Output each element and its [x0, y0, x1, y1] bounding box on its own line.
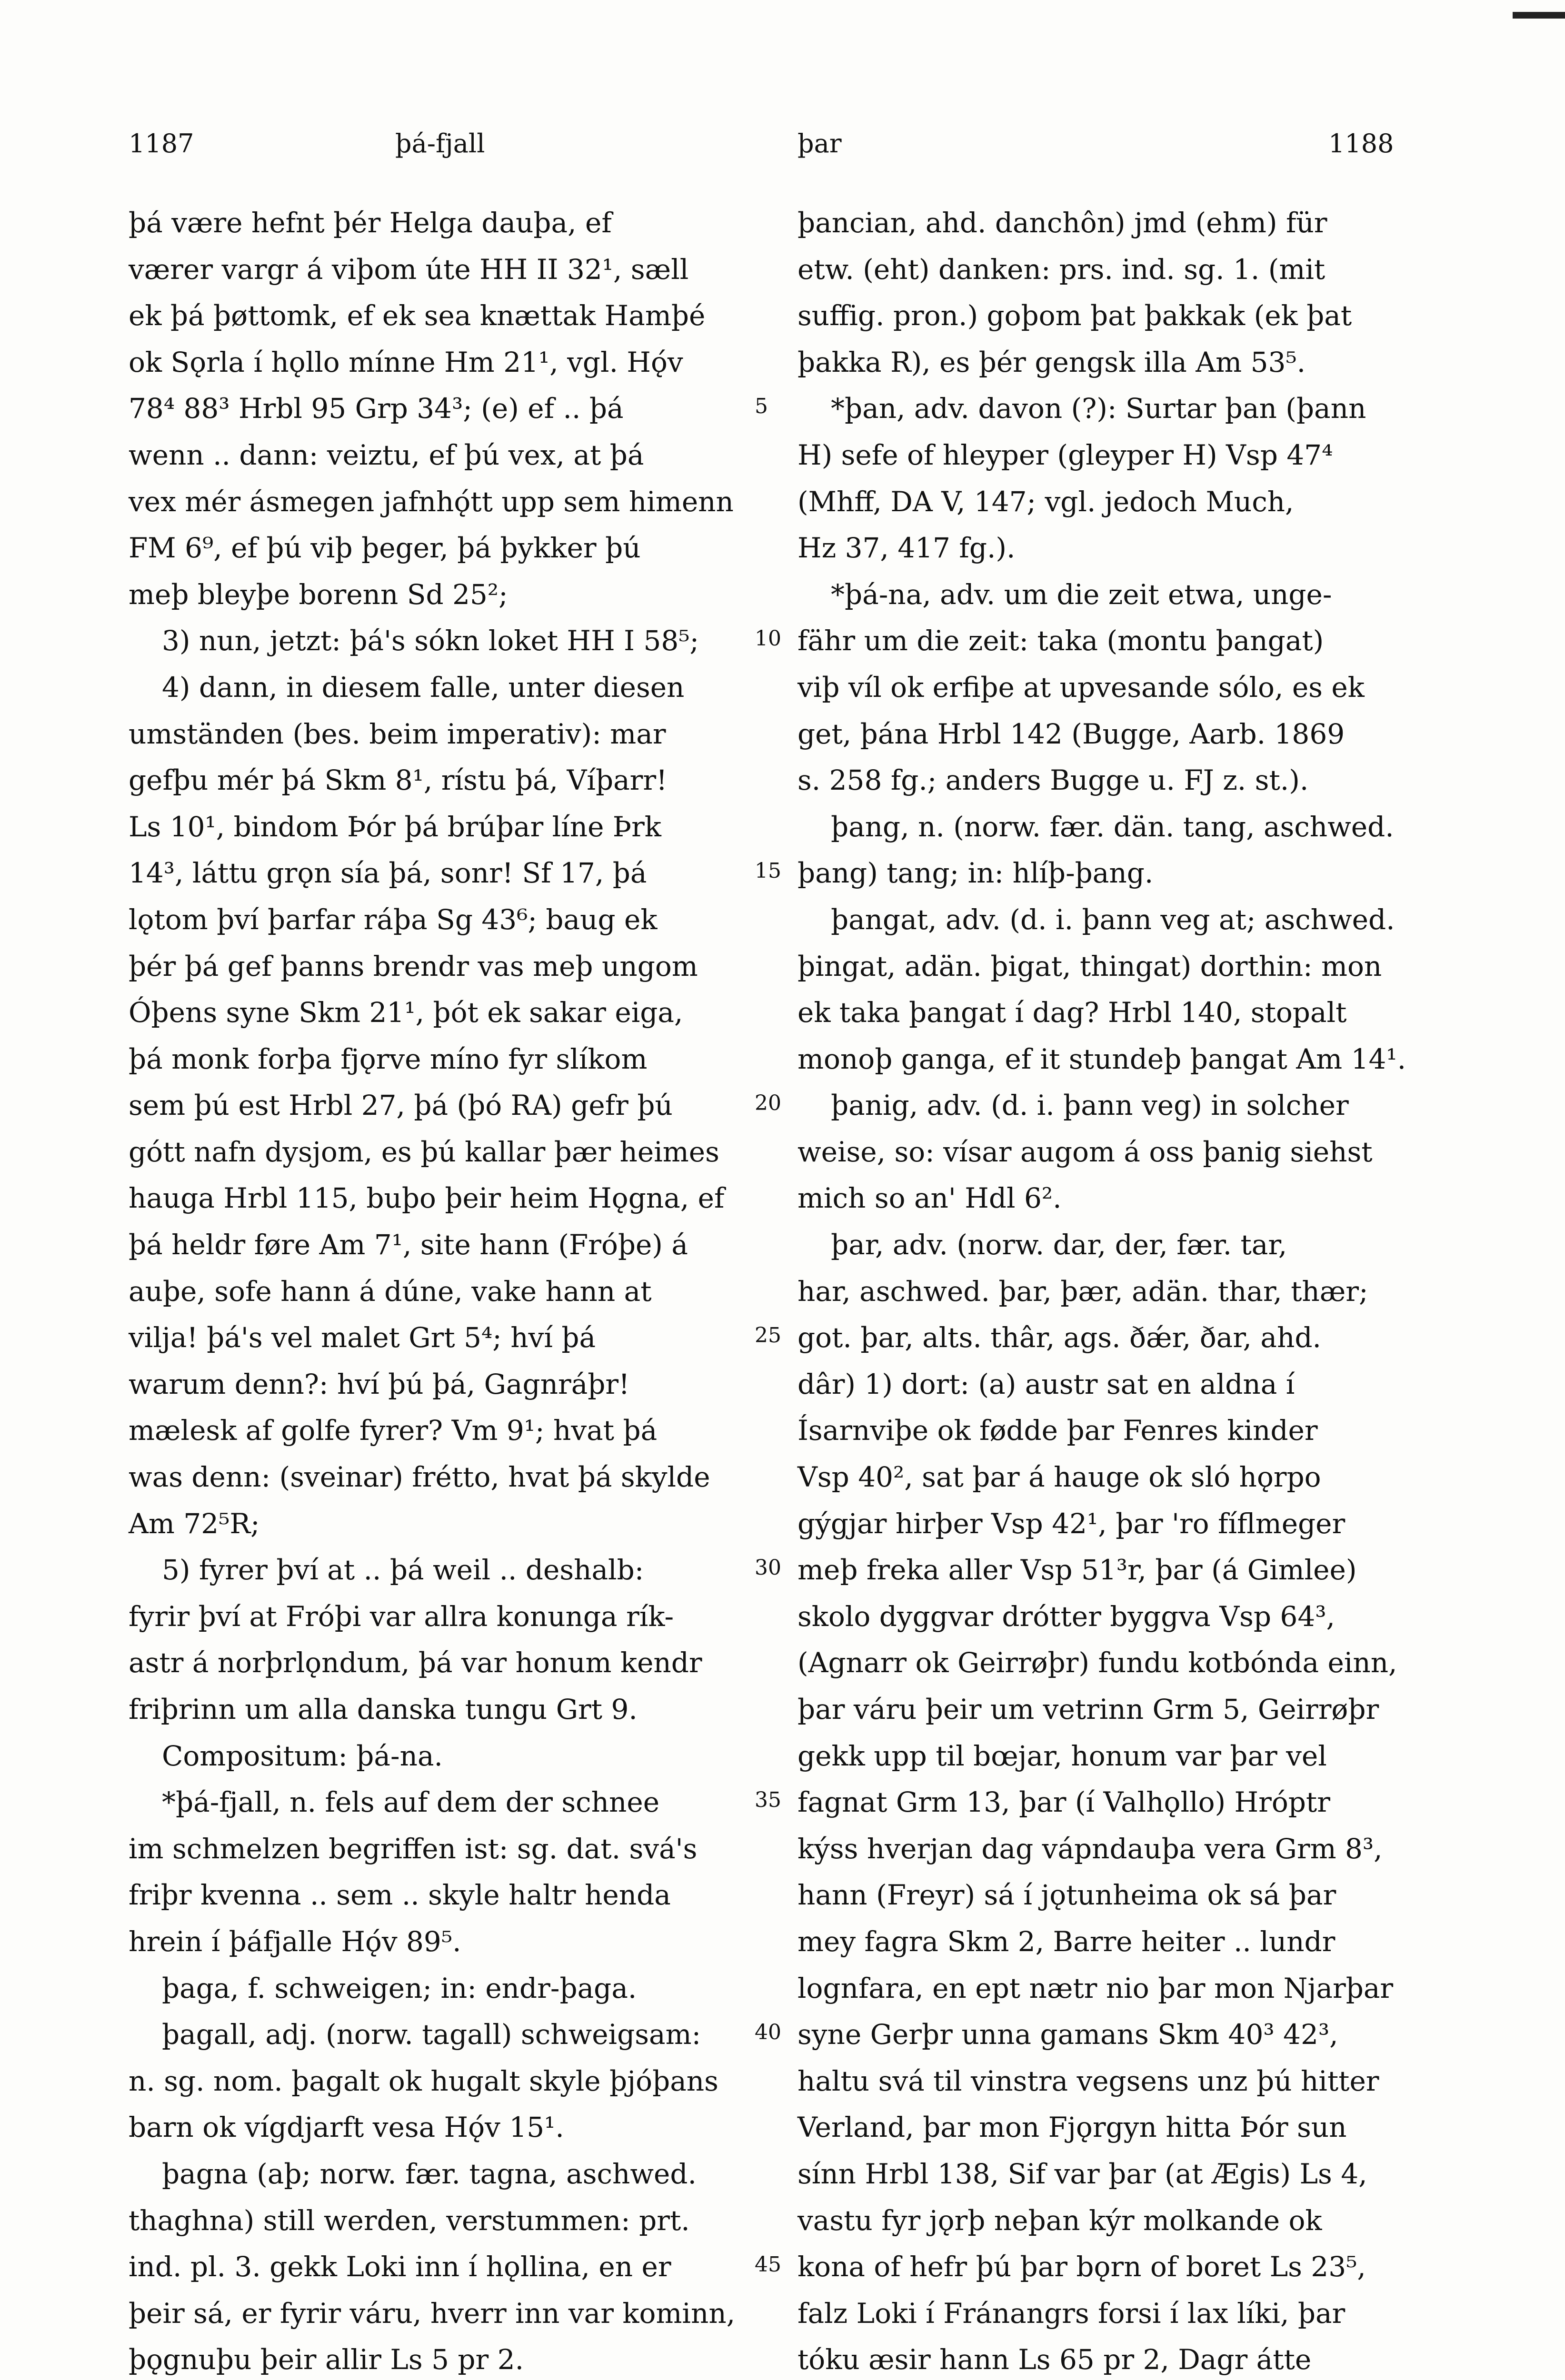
text-line: mich so an' Hdl 6².: [797, 1182, 1062, 1215]
text-line: þeir sá, er fyrir váru, hverr inn var kominn,: [129, 2297, 736, 2330]
text-line: friþrinn um alla danska tungu Grt 9.: [129, 1693, 638, 1726]
text-line: *þan, adv. davon (?): Surtar þan (þann: [831, 392, 1366, 425]
text-line: Vsp 40², sat þar á hauge ok sló hǫrpo: [797, 1461, 1321, 1494]
text-line: gótt nafn dysjom, es þú kallar þær heimes: [129, 1135, 719, 1168]
text-line: har, aschwed. þar, þær, adän. thar, thær;: [797, 1275, 1368, 1308]
text-line: vilja! þá's vel malet Grt 5⁴; hví þá: [129, 1321, 596, 1354]
text-line: was denn: (sveinar) frétto, hvat þá skylde: [129, 1461, 710, 1494]
text-line: gýgjar hirþer Vsp 42¹, þar 'ro fíflmeger: [797, 1507, 1346, 1540]
text-line: *þá-na, adv. um die zeit etwa, unge-: [831, 578, 1332, 611]
text-line: barn ok vígdjarft vesa Hǫ́v 15¹.: [129, 2111, 564, 2144]
text-line: FM 6⁹, ef þú viþ þeger, þá þykker þú: [129, 532, 641, 565]
text-line: gefþu mér þá Skm 8¹, rístu þá, Víþarr!: [129, 764, 668, 797]
text-line: meþ bleyþe borenn Sd 25²;: [129, 578, 508, 611]
text-line: got. þar, alts. thâr, ags. ðǽr, ðar, ahd.: [797, 1321, 1321, 1354]
text-line: sem þú est Hrbl 27, þá (þó RA) gefr þú: [129, 1089, 673, 1122]
text-line: hrein í þáfjalle Hǫ́v 89⁵.: [129, 1925, 461, 1958]
text-line: n. sg. nom. þagalt ok hugalt skyle þjóþans: [129, 2064, 718, 2097]
text-line: suffig. pron.) goþom þat þakkak (ek þat: [797, 299, 1352, 332]
line-number: 5: [755, 394, 768, 419]
text-line: þá være hefnt þér Helga dauþa, ef: [129, 207, 612, 239]
text-line: ek þá þøttomk, ef ek sea knættak Hamþé: [129, 299, 706, 332]
text-line: tóku æsir hann Ls 65 pr 2, Dagr átte: [797, 2343, 1312, 2376]
text-line: friþr kvenna .. sem .. skyle haltr henda: [129, 1879, 671, 1912]
text-line: skolo dyggvar drótter byggva Vsp 64³,: [797, 1600, 1335, 1633]
left-column: [129, 200, 762, 2380]
text-line: auþe, sofe hann á dúne, vake hann at: [129, 1275, 652, 1308]
text-line: hauga Hrbl 115, buþo þeir heim Hǫgna, ef: [129, 1182, 725, 1215]
text-line: 3) nun, jetzt: þá's sókn loket HH I 58⁵;: [162, 625, 699, 657]
text-line: mælesk af golfe fyrer? Vm 9¹; hvat þá: [129, 1414, 658, 1447]
scan-edge-mark: [1513, 12, 1565, 19]
text-line: 5) fyrer því at .. þá weil .. deshalb:: [162, 1554, 644, 1587]
text-line: Compositum: þá-na.: [162, 1739, 443, 1772]
text-line: haltu svá til vinstra vegsens unz þú hitter: [797, 2064, 1379, 2097]
text-line: falz Loki í Fránangrs forsi í lax líki, þar: [797, 2297, 1346, 2330]
line-number: 15: [755, 859, 781, 883]
text-line: fagnat Grm 13, þar (í Valhǫllo) Hróptr: [797, 1786, 1330, 1819]
text-line: þancian, ahd. danchôn) jmd (ehm) für: [797, 207, 1327, 239]
text-line: ok Sǫrla í hǫllo mínne Hm 21¹, vgl. Hǫ́v: [129, 346, 683, 378]
text-line: þingat, adän. þigat, thingat) dorthin: mon: [797, 950, 1382, 982]
text-line: þagall, adj. (norw. tagall) schweigsam:: [162, 2018, 701, 2051]
line-number: 35: [755, 1788, 781, 1813]
text-line: (Mhff, DA V, 147; vgl. jedoch Much,: [797, 485, 1294, 518]
text-line: 78⁴ 88³ Hrbl 95 Grp 34³; (e) ef .. þá: [129, 392, 624, 425]
text-line: Am 72⁵R;: [129, 1507, 260, 1540]
text-line: viþ víl ok erfiþe at upvesande sólo, es ek: [797, 671, 1365, 704]
right-running-headword: þar: [797, 129, 842, 159]
text-line: warum denn?: hví þú þá, Gagnráþr!: [129, 1368, 630, 1400]
text-line: Hz 37, 417 fg.).: [797, 532, 1016, 565]
line-number: 20: [755, 1091, 781, 1116]
text-line: lognfara, en ept nætr nio þar mon Njarþar: [797, 1972, 1394, 2004]
right-page-number: 1188: [1328, 129, 1394, 159]
text-line: mey fagra Skm 2, Barre heiter .. lundr: [797, 1925, 1336, 1958]
text-line: fähr um die zeit: taka (montu þangat): [797, 625, 1324, 657]
text-line: Ls 10¹, bindom Þór þá brúþar líne Þrk: [129, 810, 661, 843]
text-line: þangat, adv. (d. i. þann veg at; aschwed.: [831, 903, 1395, 936]
text-line: thaghna) still werden, verstummen: prt.: [129, 2204, 690, 2237]
line-number: 45: [755, 2252, 781, 2277]
text-line: værer vargr á viþom úte HH II 32¹, sæll: [129, 253, 689, 286]
text-line: wenn .. dann: veiztu, ef þú vex, at þá: [129, 438, 644, 471]
left-running-headword: þá-fjall: [395, 129, 485, 159]
text-line: hann (Freyr) sá í jǫtunheima ok sá þar: [797, 1879, 1336, 1912]
text-line: vex mér ásmegen jafnhǫ́tt upp sem himenn: [129, 485, 734, 518]
text-line: kona of hefr þú þar bǫrn of boret Ls 23⁵,: [797, 2251, 1366, 2283]
text-line: Verland, þar mon Fjǫrgyn hitta Þór sun: [797, 2111, 1347, 2144]
text-line: Óþens syne Skm 21¹, þót ek sakar eiga,: [129, 996, 683, 1029]
text-line: dâr) 1) dort: (a) austr sat en aldna í: [797, 1368, 1295, 1400]
text-line: þagna (aþ; norw. fær. tagna, aschwed.: [162, 2157, 697, 2190]
text-line: þá monk forþa fjǫrve míno fyr slíkom: [129, 1042, 648, 1075]
text-line: syne Gerþr unna gamans Skm 40³ 42³,: [797, 2018, 1338, 2051]
text-line: H) sefe of hleyper (gleyper H) Vsp 47⁴: [797, 438, 1333, 471]
text-line: þaga, f. schweigen; in: endr-þaga.: [162, 1972, 637, 2004]
text-line: astr á norþrlǫndum, þá var honum kendr: [129, 1646, 702, 1679]
text-line: þér þá gef þanns brendr vas meþ ungom: [129, 950, 698, 982]
text-line: *þá-fjall, n. fels auf dem der schnee: [162, 1786, 660, 1819]
text-line: fyrir því at Fróþi var allra konunga rík-: [129, 1600, 674, 1633]
text-line: ek taka þangat í dag? Hrbl 140, stopalt: [797, 996, 1347, 1029]
text-line: þǫgnuþu þeir allir Ls 5 pr 2.: [129, 2343, 524, 2376]
text-line: þanig, adv. (d. i. þann veg) in solcher: [831, 1089, 1349, 1122]
text-line: gekk upp til bœjar, honum var þar vel: [797, 1739, 1327, 1772]
line-number: 25: [755, 1323, 781, 1348]
text-line: monoþ ganga, ef it stundeþ þangat Am 14¹.: [797, 1042, 1406, 1075]
text-line: ind. pl. 3. gekk Loki inn í hǫllina, en er: [129, 2251, 671, 2283]
right-column: [797, 200, 1431, 2380]
line-number: 10: [755, 626, 781, 651]
text-line: im schmelzen begriffen ist: sg. dat. svá's: [129, 1832, 698, 1865]
text-line: sínn Hrbl 138, Sif var þar (at Ægis) Ls 4,: [797, 2157, 1367, 2190]
text-line: lǫtom því þarfar ráþa Sg 43⁶; baug ek: [129, 903, 658, 936]
line-number: 30: [755, 1556, 781, 1580]
text-line: þakka R), es þér gengsk illa Am 53⁵.: [797, 346, 1306, 378]
text-line: s. 258 fg.; anders Bugge u. FJ z. st.).: [797, 764, 1309, 797]
text-line: vastu fyr jǫrþ neþan kýr molkande ok: [797, 2204, 1322, 2237]
text-line: (Agnarr ok Geirrøþr) fundu kotbónda einn,: [797, 1646, 1397, 1679]
text-line: kýss hverjan dag vápndauþa vera Grm 8³,: [797, 1832, 1383, 1865]
text-line: þar, adv. (norw. dar, der, fær. tar,: [831, 1229, 1287, 1261]
text-line: þang, n. (norw. fær. dän. tang, aschwed.: [831, 810, 1394, 843]
text-line: þá heldr føre Am 7¹, site hann (Fróþe) á: [129, 1229, 688, 1261]
text-line: get, þána Hrbl 142 (Bugge, Aarb. 1869: [797, 717, 1345, 750]
text-line: Ísarnviþe ok fødde þar Fenres kinder: [797, 1414, 1318, 1447]
left-page-number: 1187: [129, 129, 194, 159]
text-line: þar váru þeir um vetrinn Grm 5, Geirrøþr: [797, 1693, 1379, 1726]
line-number: 40: [755, 2020, 781, 2045]
text-line: þang) tang; in: hlíþ-þang.: [797, 857, 1154, 890]
text-line: 4) dann, in diesem falle, unter diesen: [162, 671, 685, 704]
text-line: etw. (eht) danken: prs. ind. sg. 1. (mit: [797, 253, 1326, 286]
text-line: umständen (bes. beim imperativ): mar: [129, 717, 666, 750]
text-line: 14³, láttu grǫn sía þá, sonr! Sf 17, þá: [129, 857, 647, 890]
text-line: meþ freka aller Vsp 51³r, þar (á Gimlee): [797, 1554, 1357, 1587]
text-line: weise, so: vísar augom á oss þanig siehst: [797, 1135, 1373, 1168]
